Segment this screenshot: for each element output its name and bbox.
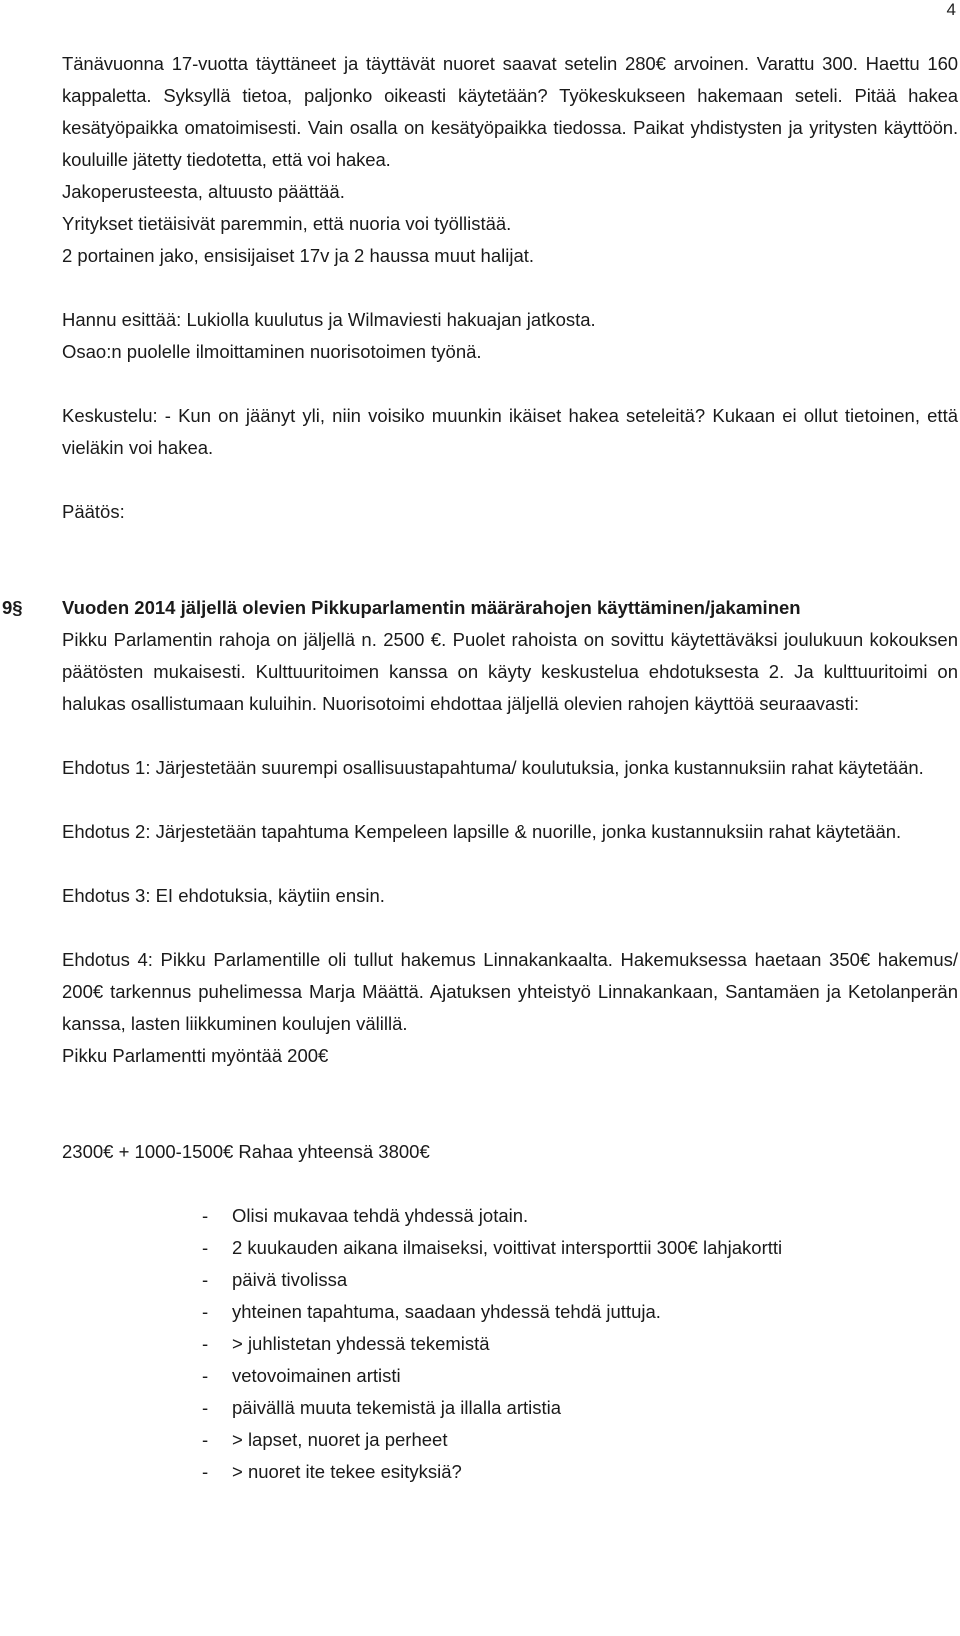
list-item: - vetovoimainen artisti <box>202 1360 958 1392</box>
spacer <box>62 1168 958 1200</box>
list-item: - päivällä muuta tekemistä ja illalla artistia <box>202 1392 958 1424</box>
proposal-2: Ehdotus 2: Järjestetään tapahtuma Kempeleen lapsille & nuorille, jonka kustannuksiin rahat käytetään. <box>62 821 902 842</box>
total-line: 2300€ + 1000-1500€ Rahaa yhteensä 3800€ <box>62 1141 430 1162</box>
section-title: Vuoden 2014 jäljellä olevien Pikkuparlamentin määrärahojen käyttäminen/jakaminen <box>62 597 801 618</box>
decision-label: Päätös: <box>62 501 125 522</box>
spacer <box>62 528 958 592</box>
spacer <box>62 912 958 944</box>
intro-line: 2 portainen jako, ensisijaiset 17v ja 2 haussa muut halijat. <box>62 245 535 266</box>
list-item: - Olisi mukavaa tehdä yhdessä jotain. <box>202 1200 958 1232</box>
intro-line: Yritykset tietäisivät paremmin, että nuoria voi työllistää. <box>62 213 512 234</box>
hannu-line: Osao:n puolelle ilmoittaminen nuorisotoimen työnä. <box>62 341 482 362</box>
spacer <box>62 464 958 496</box>
spacer <box>62 848 958 880</box>
proposal-4: Ehdotus 4: Pikku Parlamentille oli tullut hakemus Linnakankaalta. Hakemuksessa haetaan 350€ hakemus/ 200€ tarkennus puhelimessa Marja Määttä. Ajatuksen yhteistyö Linnakankaan, Santamäen ja Ketolanperän kanssa, lasten liikkuminen koulujen välillä. <box>62 949 958 1034</box>
list-item: - > juhlistetan yhdessä tekemistä <box>202 1328 958 1360</box>
proposal-3: Ehdotus 3: EI ehdotuksia, käytiin ensin. <box>62 885 385 906</box>
document-body <box>2 48 958 1488</box>
spacer <box>62 784 958 816</box>
idea-list <box>62 1200 958 1488</box>
section-number: 9§ <box>2 597 23 618</box>
section-9 <box>2 592 958 1488</box>
list-item: - päivä tivolissa <box>202 1264 958 1296</box>
spacer <box>62 720 958 752</box>
section-body: Pikku Parlamentin rahoja on jäljellä n. 2500 €. Puolet rahoista on sovittu käytettäväksi joulukuun kokouksen päätösten mukaisesti. Kulttuuritoimen kanssa on käyty keskustelua ehdotuksesta 2. Ja kulttuuritoimi on halukas osallistumaan kuluihin. Nuorisotoimi ehdottaa jäljellä olevien rahojen käyttöä seuraavasti: <box>62 629 958 714</box>
spacer <box>62 1072 958 1136</box>
intro-line: Jakoperusteesta, altuusto päättää. <box>62 181 345 202</box>
proposal-4-grant: Pikku Parlamentti myöntää 200€ <box>62 1045 329 1066</box>
list-item: - 2 kuukauden aikana ilmaiseksi, voittivat intersporttii 300€ lahjakortti <box>202 1232 958 1264</box>
list-item: - > lapset, nuoret ja perheet <box>202 1424 958 1456</box>
hannu-line: Hannu esittää: Lukiolla kuulutus ja Wilmaviesti hakuajan jatkosta. <box>62 309 596 330</box>
list-item: - yhteinen tapahtuma, saadaan yhdessä tehdä juttuja. <box>202 1296 958 1328</box>
spacer <box>62 272 958 304</box>
spacer <box>62 368 958 400</box>
proposal-1: Ehdotus 1: Järjestetään suurempi osallisuustapahtuma/ koulutuksia, jonka kustannuksiin rahat käytetään. <box>62 757 924 778</box>
intro-paragraph: Tänävuonna 17-vuotta täyttäneet ja täyttävät nuoret saavat setelin 280€ arvoinen. Varattu 300. Haettu 160 kappaletta. Syksyllä tietoa, paljonko oikeasti käytetään? Työkeskukseen hakemaan seteli. Pitää hakea kesätyöpaikka omatoimisesti. Vain osalla on kesätyöpaikka tiedossa. Paikat yhdistysten ja yritysten käyttöön. kouluille jätetty tiedotetta, että voi hakea. <box>62 53 958 170</box>
discussion-paragraph: Keskustelu: - Kun on jäänyt yli, niin voisiko muunkin ikäiset hakea seteleitä? Kukaan ei ollut tietoinen, että vieläkin voi hakea. <box>62 405 958 458</box>
list-item: - > nuoret ite tekee esityksiä? <box>202 1456 958 1488</box>
page-number: 4 <box>946 0 956 19</box>
